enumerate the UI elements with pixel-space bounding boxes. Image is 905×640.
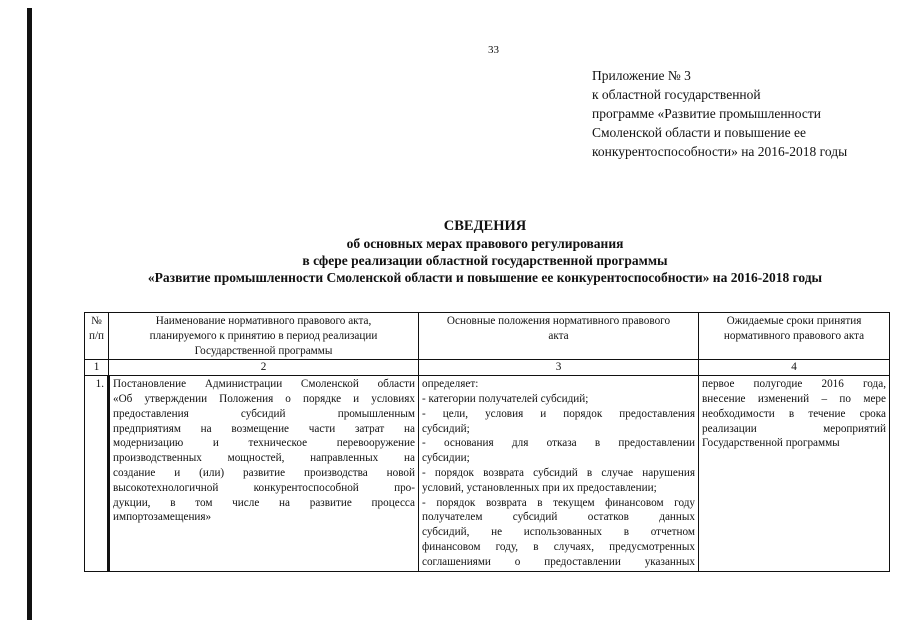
act-name-line: высокотехнологичной конкурентоспособной про- bbox=[113, 481, 415, 494]
title-line: в сфере реализации областной государственной программы bbox=[302, 253, 668, 268]
header-number-line: № bbox=[91, 315, 102, 327]
provisions-cell bbox=[419, 376, 699, 571]
row-number: 1. bbox=[85, 376, 109, 571]
terms-line: первое полугодие 2016 года, bbox=[702, 378, 886, 391]
column-number: 4 bbox=[699, 360, 890, 376]
act-name-cell bbox=[109, 376, 419, 571]
document-title bbox=[80, 218, 890, 286]
terms-line: Государственной программы bbox=[702, 437, 840, 450]
provision-line: - порядок возврата в текущем финансовом году bbox=[422, 496, 695, 509]
header-provisions-line: Основные положения нормативного правового bbox=[446, 315, 671, 327]
header-provisions-line: акта bbox=[548, 329, 569, 342]
appendix-line: Смоленской области и повышение ее bbox=[592, 125, 806, 140]
header-terms bbox=[699, 313, 890, 360]
header-terms-line: нормативного правового акта bbox=[723, 329, 865, 342]
page-number: 33 bbox=[488, 44, 499, 56]
provision-line: определяет: bbox=[422, 378, 479, 391]
provision-line: финансовом году, в случаях, предусмотренных bbox=[422, 540, 695, 553]
scan-edge-bar bbox=[27, 8, 32, 620]
column-number: 2 bbox=[109, 360, 419, 376]
title-line: об основных мерах правового регулирования bbox=[346, 236, 624, 251]
provision-line: субсидий; bbox=[422, 422, 470, 435]
header-act-name-line: планируемого к принятию в период реализации bbox=[149, 329, 378, 342]
appendix-line: Приложение № 3 bbox=[592, 68, 691, 83]
header-act-name-line: Наименование нормативного правового акта, bbox=[155, 315, 372, 327]
act-name-line: дукции, в том числе на развитие процесса bbox=[113, 496, 415, 509]
provision-line: соглашениями о предоставлении указанных bbox=[422, 555, 695, 568]
header-act-name bbox=[109, 313, 419, 360]
title-main: СВЕДЕНИЯ bbox=[443, 218, 527, 234]
header-provisions bbox=[419, 313, 699, 360]
measures-table bbox=[84, 312, 890, 572]
provision-line: - цели, условия и порядок предоставления bbox=[422, 407, 695, 420]
provision-line: получателем субсидий остатков данных bbox=[422, 511, 695, 524]
provision-line: - порядок возврата субсидий в случае нарушения bbox=[422, 466, 695, 479]
header-act-name-line: Государственной программы bbox=[194, 344, 333, 357]
terms-line: реализации мероприятий bbox=[702, 422, 886, 435]
act-name-line: импортозамещения» bbox=[113, 511, 212, 524]
column-number: 3 bbox=[419, 360, 699, 376]
header-number-line: п/п bbox=[88, 329, 105, 342]
act-name-line: предприятиям на возмещение части затрат на bbox=[113, 422, 415, 435]
terms-line: внесение изменений – по мере bbox=[702, 392, 886, 405]
act-name-line: Постановление Администрации Смоленской области bbox=[113, 378, 415, 391]
header-number bbox=[85, 313, 109, 360]
title-line: «Развитие промышленности Смоленской области и повышение ее конкурентоспособности» на 2016-2018 годы bbox=[147, 270, 823, 285]
act-name-line: создание и (или) развитие производства новой bbox=[113, 466, 415, 479]
provision-line: - основания для отказа в предоставлении bbox=[422, 437, 695, 450]
act-name-line: «Об утверждении Положения о порядке и условиях bbox=[113, 392, 415, 405]
header-terms-line: Ожидаемые сроки принятия bbox=[726, 315, 862, 327]
act-name-line: производственных мощностей, направленных на bbox=[113, 452, 415, 465]
table-row bbox=[85, 376, 890, 571]
appendix-line: к областной государственной bbox=[592, 87, 761, 102]
appendix-line: конкурентоспособности» на 2016-2018 годы bbox=[592, 144, 848, 159]
terms-line: необходимости в течение срока bbox=[702, 407, 886, 420]
provision-line: субсидии; bbox=[422, 452, 470, 465]
appendix-note bbox=[592, 66, 847, 161]
provision-line: условий, установленных при их предоставлении; bbox=[422, 481, 657, 494]
column-number: 1 bbox=[85, 360, 109, 376]
provision-line: - категории получателей субсидий; bbox=[422, 392, 589, 405]
act-name-line: модернизацию и техническое перевооружение bbox=[113, 437, 415, 450]
table-header-row bbox=[85, 313, 890, 360]
column-number-row bbox=[85, 360, 890, 376]
provision-line: субсидий, не использованных в отчетном bbox=[422, 526, 695, 539]
appendix-line: программе «Развитие промышленности bbox=[592, 106, 821, 121]
terms-cell bbox=[699, 376, 890, 571]
act-name-line: предоставления субсидий промышленным bbox=[113, 407, 415, 420]
